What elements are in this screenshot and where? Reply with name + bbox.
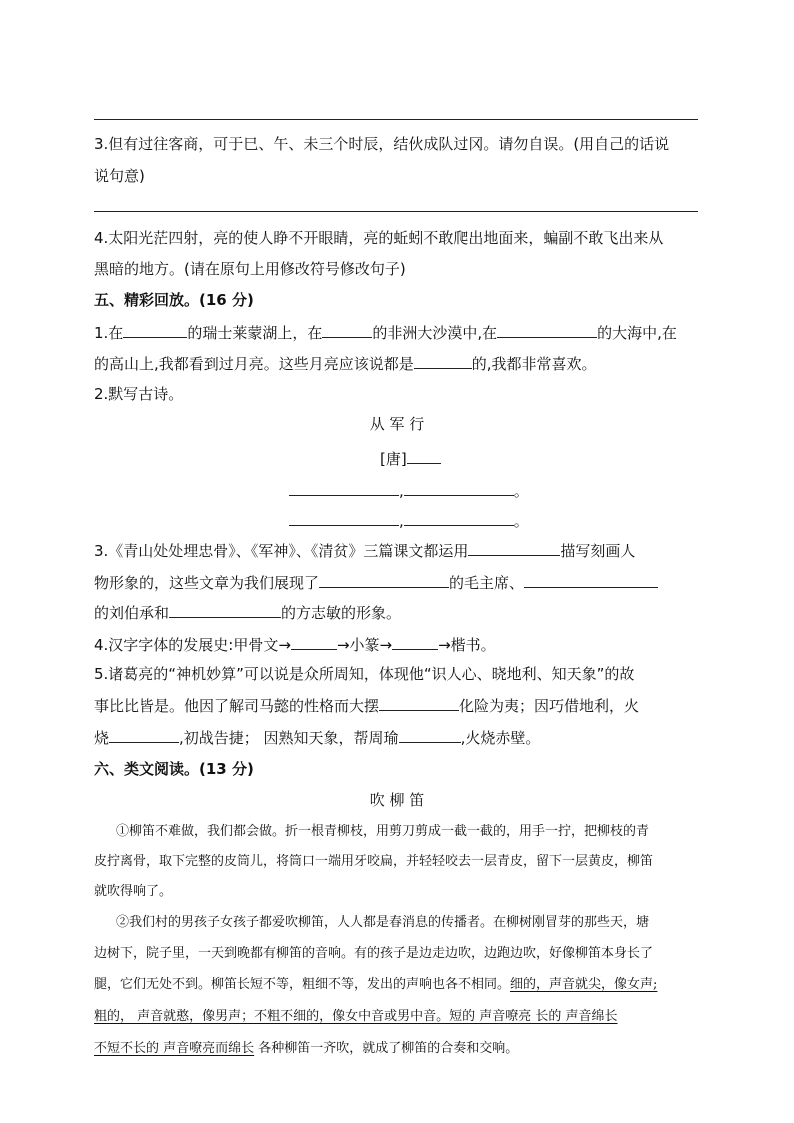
text: 的方志敏的形象。 [281, 604, 402, 622]
paragraph-1-line-3: 就吹得响了。 [94, 884, 173, 899]
fill-blank[interactable] [289, 510, 399, 526]
text: 各种柳笛一齐吹，就成了柳笛的合奏和交响。 [254, 1041, 519, 1056]
paragraph-2-line-4: 粗的， 声音就憨，像男声；不粗不细的，像女中音或男中音。短的 声音嘹亮 长的 声音绵长 [94, 1009, 618, 1024]
text: 的刘伯承和 [94, 604, 170, 622]
fill-blank[interactable] [379, 695, 459, 711]
poem-period: 。 [513, 512, 529, 530]
fill-blank[interactable] [399, 727, 461, 743]
poem-comma: , [399, 482, 404, 500]
s5-q3-line-1 [94, 540, 635, 561]
s5-q3-line-2 [94, 572, 658, 593]
s5-q1-line-1 [94, 322, 677, 343]
text: ,火烧赤壁。 [460, 729, 541, 747]
text: 1.在 [94, 324, 124, 342]
paragraph-1-line-2: 皮拧离骨，取下完整的皮筒儿，将筒口一端用牙咬扁，并轻轻咬去一层青皮，留下一层黄皮，柳笛 [94, 854, 654, 869]
text: 烧 [94, 729, 110, 747]
s5-q5-line-2 [94, 695, 639, 716]
fill-blank[interactable] [123, 322, 187, 338]
fill-blank[interactable] [392, 634, 438, 650]
fill-blank[interactable] [322, 322, 372, 338]
question-4-line-2: 黑暗的地方。(请在原句上用修改符号修改句子) [94, 260, 406, 278]
s5-q5-line-1: 5.诸葛亮的“神机妙算”可以说是众所周知，体现他“识人心、晓地利、知天象”的故 [94, 665, 635, 683]
poem-period: 。 [513, 482, 529, 500]
paragraph-2-line-1: ②我们村的男孩子女孩子都爱吹柳笛，人人都是春消息的传播者。在柳树刚冒芽的那些天，塘 [116, 915, 650, 930]
poem-comma: , [399, 512, 404, 530]
fill-blank[interactable] [414, 353, 472, 369]
paragraph-1-line-1: ①柳笛不难做，我们都会做。折一根青柳枝，用剪刀剪成一截一截的，用手一拧，把柳枝的青 [116, 824, 650, 839]
text: 的,我都非常喜欢。 [471, 355, 597, 373]
text: 描写刻画人 [560, 542, 636, 560]
paragraph-2-line-2: 边树下，院子里，一天到晚都有柳笛的音响。有的孩子是边走边吹，边跑边吹，好像柳笛本身长了 [94, 946, 654, 961]
fill-blank[interactable] [169, 602, 281, 618]
fill-blank[interactable] [404, 480, 514, 496]
text: 腿，它们无处不到。柳笛长短不等，粗细不等，发出的声响也各不相同。 [94, 977, 511, 992]
poem-dynasty-line [380, 448, 441, 469]
fill-blank[interactable] [319, 572, 449, 588]
text: 的高山上,我都看到过月亮。这些月亮应该说都是 [94, 355, 414, 373]
paragraph-2-line-3 [94, 976, 657, 994]
fill-blank[interactable] [109, 727, 179, 743]
s5-q1-line-2 [94, 353, 597, 374]
underlined-text: 不短不长的 声音嘹亮而绵长 [94, 1041, 255, 1056]
poem-author-blank[interactable] [407, 448, 441, 464]
fill-blank[interactable] [497, 322, 597, 338]
underlined-text: 细的，声音就尖，像女声; [510, 977, 658, 992]
passage-title: 吹 柳 笛 [369, 791, 425, 809]
fill-blank[interactable] [404, 510, 514, 526]
text: 化险为夷；因巧借地利，火 [459, 697, 640, 715]
fill-blank[interactable] [468, 540, 560, 556]
poem-line-1 [289, 480, 529, 501]
poem-dynasty: [唐] [380, 450, 407, 468]
fill-blank[interactable] [524, 572, 658, 588]
paragraph-2-line-5 [94, 1040, 518, 1058]
question-3-line-2: 说句意) [94, 167, 145, 185]
text: →楷书。 [438, 636, 496, 654]
answer-line [94, 211, 698, 212]
s5-q5-line-3 [94, 727, 540, 748]
text: 的非洲大沙漠中,在 [372, 324, 498, 342]
text: 的毛主席、 [449, 574, 525, 592]
text: →小篆→ [336, 636, 393, 654]
question-4-line-1: 4.太阳光茫四射，亮的使人睁不开眼睛，亮的蚯蚓不敢爬出地面来，蝙副不敢飞出来从 [94, 229, 664, 247]
poem-line-2 [289, 510, 529, 531]
text: ,初战告捷； 因熟知天象，帮周瑜 [179, 729, 399, 747]
text: 3.《青山处处埋忠骨》、《军神》、《清贫》三篇课文都运用 [94, 542, 469, 560]
text: 的瑞士莱蒙湖上，在 [187, 324, 323, 342]
text: 4.汉字字体的发展史:甲骨文→ [94, 636, 291, 654]
text: 的大海中,在 [597, 324, 677, 342]
question-3-line-1: 3.但有过往客商，可于巳、午、未三个时辰，结伙成队过冈。请勿自误。(用自己的话说 [94, 135, 670, 153]
fill-blank[interactable] [291, 634, 337, 650]
answer-line [94, 119, 698, 120]
fill-blank[interactable] [289, 480, 399, 496]
poem-title: 从 军 行 [369, 415, 425, 433]
section-6-heading: 六、类文阅读。(13 分) [94, 760, 254, 778]
s5-q4 [94, 634, 496, 655]
text: 物形象的，这些文章为我们展现了 [94, 574, 320, 592]
s5-q2: 2.默写古诗。 [94, 385, 184, 403]
section-5-heading: 五、精彩回放。(16 分) [94, 291, 254, 309]
text: 事比比皆是。他因了解司马懿的性格而大摆 [94, 697, 380, 715]
s5-q3-line-3 [94, 602, 401, 623]
